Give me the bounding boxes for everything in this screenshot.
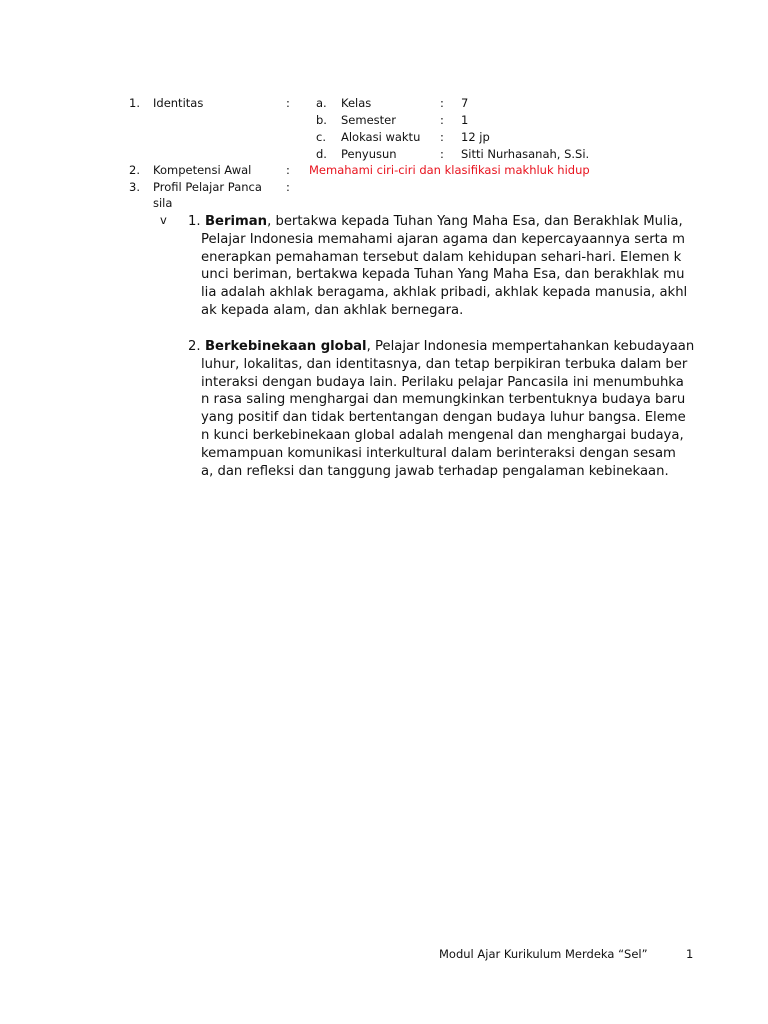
item-number: 3.	[129, 180, 140, 194]
bullet-marker: v	[160, 213, 167, 227]
item-value: 7	[461, 96, 469, 110]
point-text-line: unci beriman, bertakwa kepada Tuhan Yang Maha Esa, dan berakhlak mu	[201, 267, 685, 283]
item-number: 2.	[129, 163, 140, 177]
colon: :	[286, 180, 290, 194]
item-value: 12 jp	[461, 130, 490, 144]
point-text-line: luhur, lokalitas, dan identitasnya, dan tetap berpikiran terbuka dalam ber	[201, 356, 688, 372]
colon: :	[440, 147, 444, 161]
competency-value: Memahami ciri-ciri dan klasifikasi makhluk hidup	[309, 163, 590, 177]
point-text-line: n kunci berkebinekaan global adalah mengenal dan menghargai budaya,	[201, 427, 684, 443]
item-number: 1.	[129, 96, 140, 110]
colon: :	[440, 96, 444, 110]
point-text-line: interaksi dengan budaya lain. Perilaku pelajar Pancasila ini menumbuhka	[201, 374, 684, 390]
item-key: Semester	[341, 113, 396, 127]
footer-title: Modul Ajar Kurikulum Merdeka “Sel”	[439, 947, 648, 961]
colon: :	[286, 96, 290, 110]
point-text-line: , bertakwa kepada Tuhan Yang Maha Esa, dan Berakhlak Mulia,	[267, 214, 683, 229]
point-text-line: , Pelajar Indonesia mempertahankan kebudayaan	[366, 339, 695, 354]
item-letter: d.	[316, 147, 327, 161]
identity-label: Identitas	[153, 96, 204, 110]
item-value: 1	[461, 113, 469, 127]
item-key: Penyusun	[341, 147, 397, 161]
point-text-line: kemampuan komunikasi interkultural dalam berinteraksi dengan sesam	[201, 445, 676, 461]
point-text-line: n rasa saling menghargai dan memungkinkan terbentuknya budaya baru	[201, 392, 686, 408]
profile-point-beriman	[201, 213, 691, 320]
item-value: Sitti Nurhasanah, S.Si.	[461, 147, 590, 161]
page-number: 1	[686, 947, 694, 961]
item-letter: c.	[316, 130, 326, 144]
item-letter: b.	[316, 113, 327, 127]
profile-point-berkebinekaan-global	[201, 338, 695, 480]
colon: :	[440, 130, 444, 144]
point-text-line: ak kepada alam, dan akhlak bernegara.	[201, 302, 464, 318]
point-text-line: Pelajar Indonesia memahami ajaran agama dan kepercayaannya serta m	[201, 231, 685, 247]
point-text-line: a, dan refleksi dan tanggung jawab terhadap pengalaman kebinekaan.	[201, 463, 669, 479]
item-key: Kelas	[341, 96, 372, 110]
point-number: 2.	[188, 339, 201, 354]
point-title: Berkebinekaan global	[205, 339, 367, 354]
item-letter: a.	[316, 96, 327, 110]
competency-label: Kompetensi Awal	[153, 163, 252, 177]
point-title: Beriman	[205, 214, 268, 229]
profile-label-continued: sila	[153, 196, 173, 210]
point-text-line: enerapkan pemahaman tersebut dalam kehidupan sehari-hari. Elemen k	[201, 249, 682, 265]
colon: :	[286, 163, 290, 177]
point-text-line: yang positif dan tidak bertentangan dengan budaya luhur bangsa. Eleme	[201, 410, 686, 426]
point-number: 1.	[188, 214, 201, 229]
colon: :	[440, 113, 444, 127]
profile-label: Profil Pelajar Panca	[153, 180, 262, 194]
point-text-line: lia adalah akhlak beragama, akhlak pribadi, akhlak kepada manusia, akhl	[201, 285, 688, 301]
item-key: Alokasi waktu	[341, 130, 421, 144]
